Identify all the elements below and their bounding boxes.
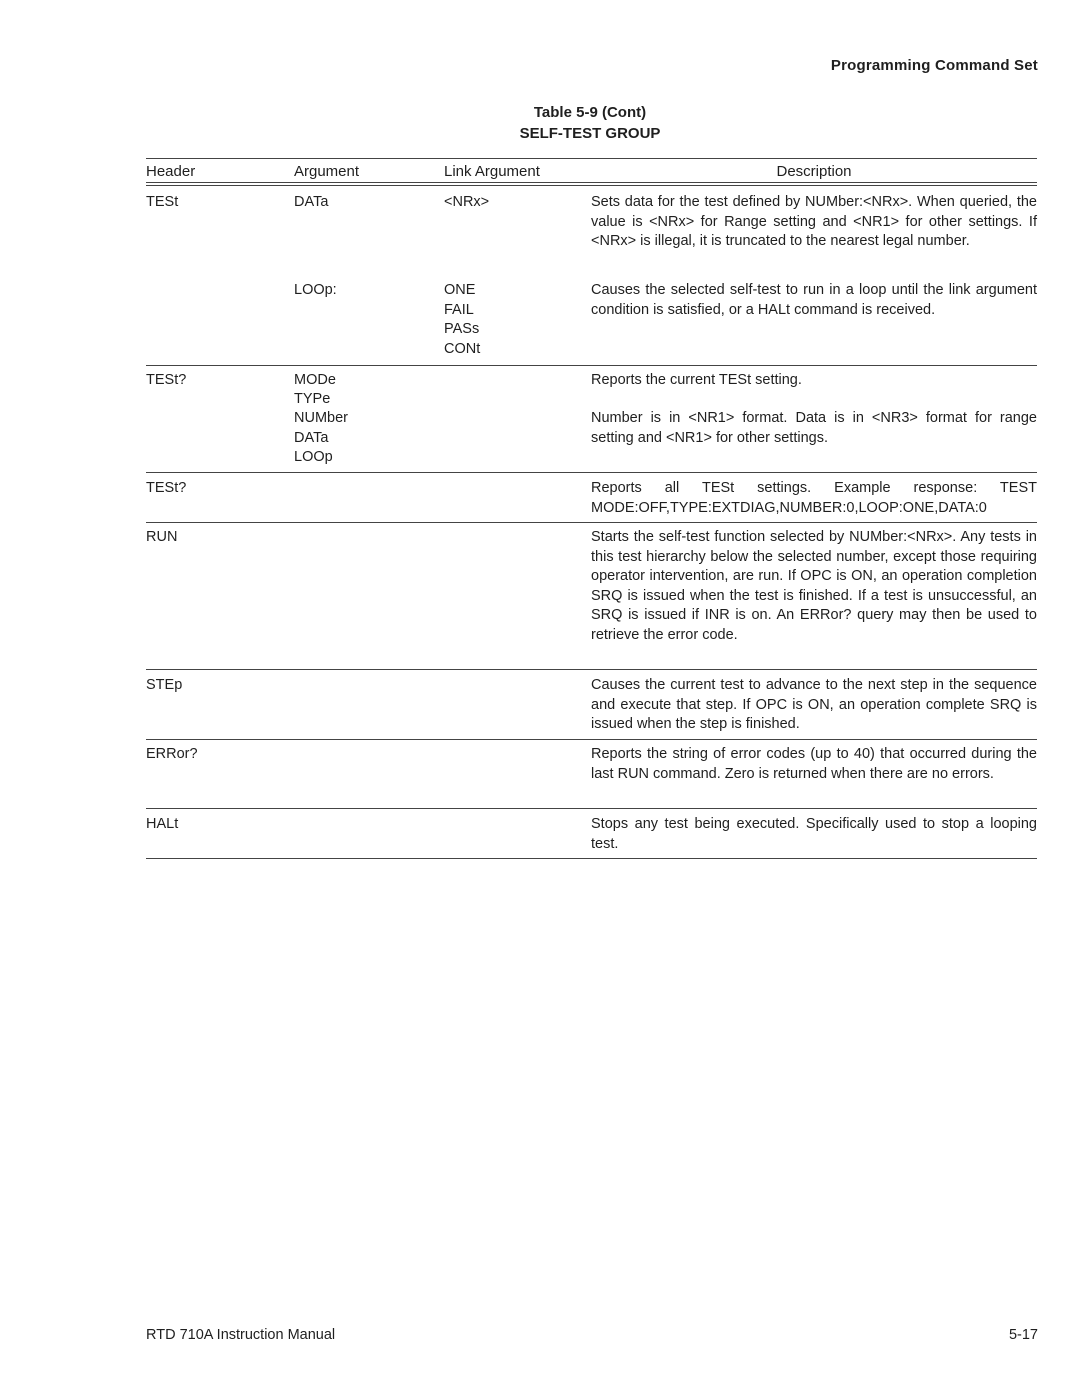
link-argument-fail: FAIL [444, 302, 474, 318]
row-rule [146, 472, 1037, 473]
link-argument-one: ONE [444, 282, 476, 298]
row-header-run: RUN [146, 529, 178, 545]
row-header-halt: HALt [146, 816, 179, 832]
row-header-test: TESt [146, 194, 179, 210]
row-header-step: STEp [146, 677, 183, 693]
row-rule [146, 522, 1037, 523]
row-rule [146, 739, 1037, 740]
column-header-header: Header [146, 163, 196, 180]
description-test-query-format: Number is in <NR1> format. Data is in <NR3> format for range setting and <NR1> for other settings. [591, 410, 1037, 446]
link-argument-nrx: <NRx> [444, 194, 490, 210]
argument-type: TYPe [294, 391, 331, 407]
argument-number: NUMber [294, 410, 348, 426]
table-top-rule [146, 158, 1037, 159]
description-test-query-all: Reports all TESt settings. Example response: TEST MODE:OFF,TYPE:EXTDIAG,NUMBER:0,LOOP:ONE,DATA:0 [591, 480, 1037, 516]
row-rule [146, 365, 1037, 366]
column-header-description: Description [776, 163, 852, 180]
description-error-query: Reports the string of error codes (up to 40) that occurred during the last RUN command. Zero is returned when there are no errors. [591, 746, 1037, 782]
footer-manual-title: RTD 710A Instruction Manual [146, 1327, 336, 1343]
description-halt: Stops any test being executed. Specifically used to stop a looping test. [591, 816, 1037, 852]
column-header-link-argument: Link Argument [444, 163, 540, 180]
row-rule [146, 808, 1037, 809]
argument-data: DATa [294, 194, 329, 210]
argument-data-query: DATa [294, 430, 329, 446]
running-head: Programming Command Set [830, 57, 1038, 74]
row-header-test-query: TESt? [146, 372, 187, 388]
description-step: Causes the current test to advance to the next step in the sequence and execute that step. If OPC is ON, an operation complete SRQ is issued when the step is finished. [591, 677, 1037, 733]
row-header-test-query-all: TESt? [146, 480, 187, 496]
row-rule [146, 669, 1037, 670]
header-rule [146, 182, 1037, 183]
table-caption-number: Table 5-9 (Cont) [533, 104, 647, 121]
argument-loop: LOOp: [294, 282, 337, 298]
description-test-loop: Causes the selected self-test to run in a loop until the link argument condition is satisfied, or a HALt command is received. [591, 282, 1037, 318]
column-header-argument: Argument [294, 163, 360, 180]
header-rule-double [146, 185, 1037, 186]
description-run: Starts the self-test function selected by NUMber:<NRx>. Any tests in this test hierarchy below the selected number, except those requiring operator intervention, are run. If OPC is ON, an operation completion SRQ is issued when the test is finished. If a test is unsuccessful, an SRQ is issued if INR is on. An ERRor? query may then be used to retrieve the error code. [591, 529, 1037, 643]
argument-mode: MODe [294, 372, 336, 388]
description-test-data: Sets data for the test defined by NUMber:<NRx>. When queried, the value is <NRx> for Range setting and <NR1> for other settings. If <NRx> is illegal, it is truncated to the nearest legal number. [591, 194, 1037, 250]
argument-loop-query: LOOp [294, 449, 333, 465]
description-test-query-setting: Reports the current TESt setting. [591, 372, 802, 388]
link-argument-cont: CONt [444, 341, 481, 357]
row-header-error-query: ERRor? [146, 746, 198, 762]
table-caption-title: SELF-TEST GROUP [519, 125, 661, 142]
footer-page-number: 5-17 [1008, 1327, 1038, 1343]
link-argument-pass: PASs [444, 321, 480, 337]
table-bottom-rule [146, 858, 1037, 859]
